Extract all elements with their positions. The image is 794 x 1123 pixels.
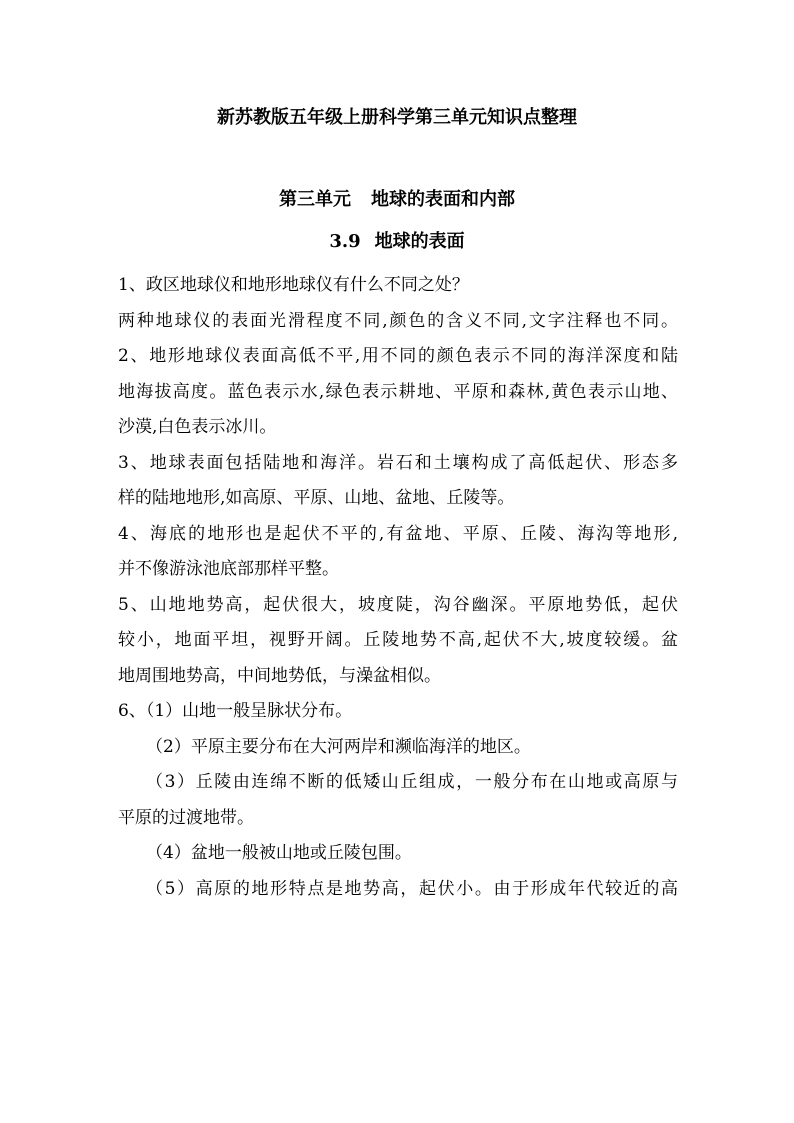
document-title: 新苏教版五年级上册科学第三单元知识点整理 <box>217 107 577 128</box>
body-line: 1、政区地球仪和地形地球仪有什么不同之处？ <box>118 275 469 295</box>
section-number: 3.9 <box>329 231 361 252</box>
body-line: （5）高原的地形特点是地势高，起伏小。由于形成年代较近的高 <box>146 878 678 899</box>
body-line: 6、（1）山地一般呈脉状分布。 <box>118 701 353 721</box>
body-line: 并不像游泳池底部那样平整。 <box>118 559 339 579</box>
body-line: （3）丘陵由连绵不断的低矮山丘组成，一般分布在山地或高原与 <box>146 772 678 792</box>
body-line: 平原的过渡地带。 <box>118 807 254 828</box>
body-line: （2）平原主要分布在大河两岸和濒临海洋的地区。 <box>146 736 531 757</box>
body-line: 样的陆地地形,如高原、平原、山地、盆地、丘陵等。 <box>118 488 515 508</box>
body-line: 较小，地面平坦，视野开阔。丘陵地势不高,起伏不大,坡度较缓。盆 <box>118 630 678 650</box>
section-heading <box>0 230 794 254</box>
unit-label: 第三单元 <box>279 189 351 210</box>
unit-heading <box>0 188 794 212</box>
body-line: 沙漠,白色表示冰川。 <box>118 417 277 437</box>
body-line: 3、地球表面包括陆地和海洋。岩石和土壤构成了高低起伏、形态多 <box>118 452 678 473</box>
section-name: 地球的表面 <box>374 231 465 252</box>
body-line: 两种地球仪的表面光滑程度不同,颜色的含义不同,文字注释也不同。 <box>118 310 678 331</box>
body-line: 地海拔高度。蓝色表示水,绿色表示耕地、平原和森林,黄色表示山地、 <box>118 381 678 402</box>
body-line: 地周围地势高，中间地势低，与澡盆相似。 <box>118 665 441 686</box>
body-line: 5、山地地势高，起伏很大，坡度陡，沟谷幽深。平原地势低，起伏 <box>118 594 678 615</box>
body-text <box>118 268 678 907</box>
unit-name: 地球的表面和内部 <box>371 189 515 210</box>
body-line: （4）盆地一般被山地或丘陵包围。 <box>146 843 412 863</box>
body-line: 2、地形地球仪表面高低不平,用不同的颜色表示不同的海洋深度和陆 <box>118 346 678 366</box>
body-line: 4、海底的地形也是起伏不平的,有盆地、平原、丘陵、海沟等地形, <box>118 523 678 544</box>
